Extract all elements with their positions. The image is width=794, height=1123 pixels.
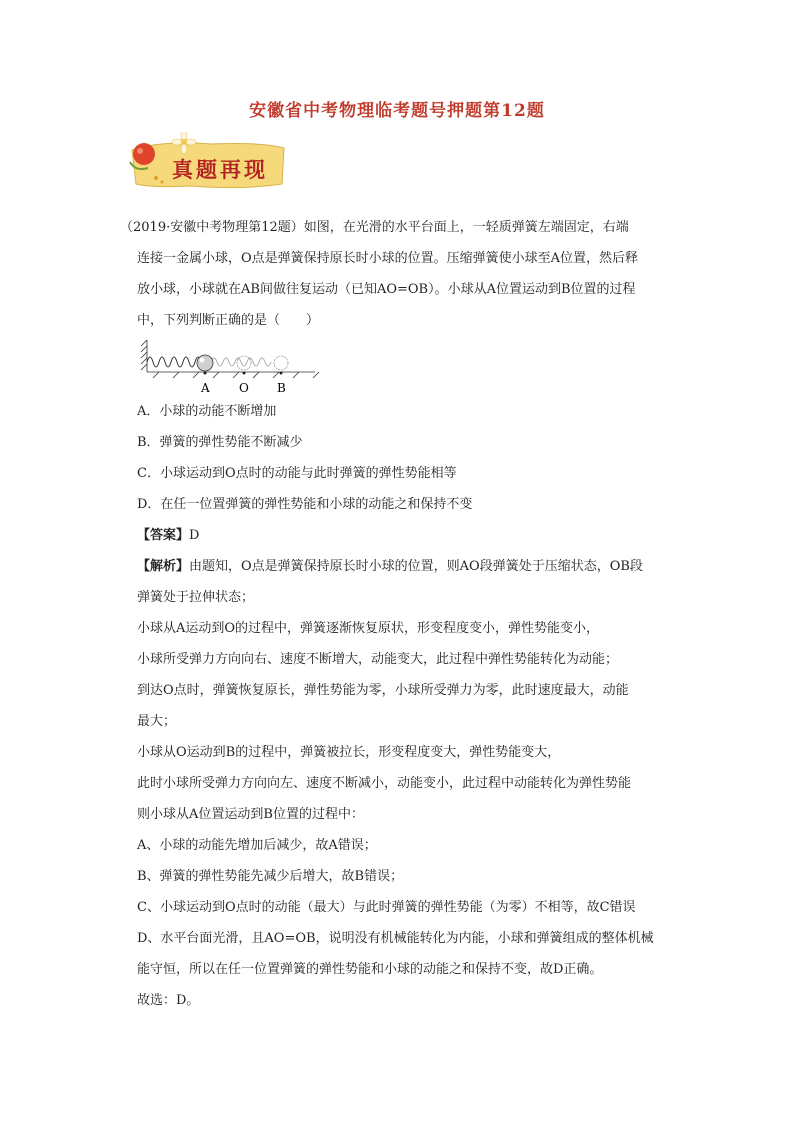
analysis-label: 【解析】	[137, 559, 190, 574]
analysis-line: A、小球的动能先增加后减少，故A错误；	[137, 838, 377, 853]
question-line: 连接一金属小球，O点是弹簧保持原长时小球的位置。压缩弹簧使小球至A位置，然后释	[137, 251, 639, 266]
analysis-line: 故选：D。	[137, 993, 200, 1008]
analysis-line: C、小球运动到O点时的动能（最大）与此时弹簧的弹性势能（为零）不相等，故C错误	[137, 900, 636, 915]
spring-ball-figure	[137, 336, 327, 396]
diagram-label-a: A	[201, 381, 210, 395]
analysis-line: 到达O点时，弹簧恢复原长，弹性势能为零，小球所受弹力为零，此时速度最大，动能	[137, 683, 629, 698]
analysis-line: 弹簧处于拉伸状态；	[137, 590, 255, 605]
option-b: B．弹簧的弹性势能不断减少	[137, 435, 303, 450]
analysis-line: 能守恒，所以在任一位置弹簧的弹性势能和小球的动能之和保持不变，故D正确。	[137, 962, 603, 977]
analysis-line: 小球所受弹力方向向右、速度不断增大，动能变大，此过程中弹性势能转化为动能；	[137, 652, 619, 667]
analysis-line: 此时小球所受弹力方向向左、速度不断减小，动能变小，此过程中动能转化为弹性势能	[137, 776, 632, 791]
answer-value: D	[189, 528, 200, 543]
option-c: C．小球运动到O点时的动能与此时弹簧的弹性势能相等	[137, 466, 457, 481]
analysis-line: 由题知，O点是弹簧保持原长时小球的位置，则AO段弹簧处于压缩状态，OB段	[189, 559, 643, 574]
analysis-line: 则小球从A位置运动到B位置的过程中：	[137, 807, 364, 822]
option-a: A．小球的动能不断增加	[137, 404, 277, 419]
analysis-line: B、弹簧的弹性势能先减少后增大，故B错误；	[137, 869, 404, 884]
diagram-label-o: O	[239, 381, 249, 395]
question-line: （2019·安徽中考物理第12题）如图，在光滑的水平台面上，一轻质弹簧左端固定，右端	[120, 220, 629, 235]
analysis-line: 小球从O运动到B的过程中，弹簧被拉长，形变程度变大，弹性势能变大，	[137, 745, 561, 760]
analysis-line: 最大；	[137, 714, 177, 729]
answer-row	[137, 520, 677, 551]
section-banner	[122, 132, 290, 194]
option-d: D．在任一位置弹簧的弹性势能和小球的动能之和保持不变	[137, 497, 473, 512]
question-line: 放小球，小球就在AB间做往复运动（已知AO=OB）。小球从A位置运动到B位置的过程	[137, 282, 636, 297]
question-content	[120, 212, 677, 1016]
diagram-label-b: B	[277, 381, 286, 395]
answer-label: 【答案】	[137, 528, 190, 543]
banner-label: 真题再现	[172, 157, 268, 182]
analysis-line: D、水平台面光滑，且AO=OB，说明没有机械能转化为内能，小球和弹簧组成的整体机械	[137, 931, 654, 946]
page-title: 安徽省中考物理临考题号押题第12题	[249, 101, 545, 121]
analysis-row	[137, 551, 677, 582]
analysis-line: 小球从A运动到O的过程中，弹簧逐渐恢复原状，形变程度变小，弹性势能变小，	[137, 621, 600, 636]
spring-diagram	[137, 336, 677, 396]
question-line: 中，下列判断正确的是（ ）	[137, 313, 320, 328]
